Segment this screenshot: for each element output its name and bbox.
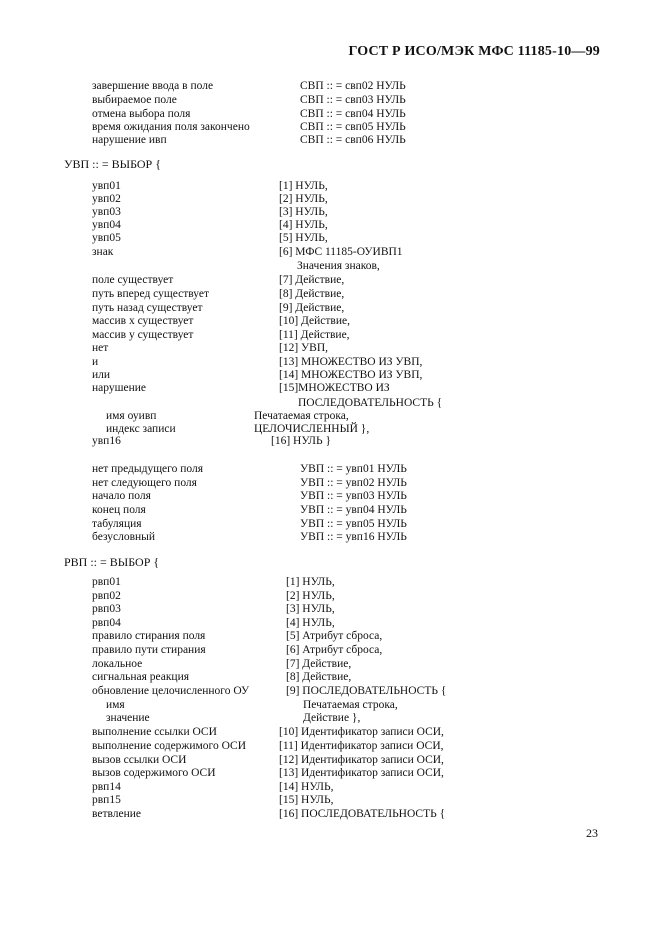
rvp-line-def: [12] Идентификатор записи ОСИ, xyxy=(279,754,444,766)
uvp-line xyxy=(0,259,661,273)
rvp-line-def: [16] ПОСЛЕДОВАТЕЛЬНОСТЬ { xyxy=(279,808,446,820)
uvp-line xyxy=(0,218,661,232)
rvp-line-term: сигнальная реакция xyxy=(92,671,190,683)
uvp-line-def: [11] Действие, xyxy=(279,329,350,341)
uvp-value-line xyxy=(0,503,661,517)
rvp-line-term: правило пути стирания xyxy=(92,644,206,656)
svp-line xyxy=(0,107,661,121)
uvp-value-line-term: безусловный xyxy=(92,531,156,543)
uvp-line-term: массив у существует xyxy=(92,329,194,341)
uvp-line-term: увп01 xyxy=(92,180,121,192)
rvp-line-term: рвп04 xyxy=(92,617,121,629)
uvp-line-term: увп05 xyxy=(92,232,121,244)
document-header: ГОСТ Р ИСО/МЭК МФС 11185-10—99 xyxy=(348,44,600,59)
rvp-line-def: [1] НУЛЬ, xyxy=(286,576,335,588)
uvp-line xyxy=(0,314,661,328)
svp-line-term: время ожидания поля закончено xyxy=(92,121,250,133)
rvp-line-term: рвп01 xyxy=(92,576,121,588)
uvp-value-line-term: нет предыдущего поля xyxy=(92,463,203,475)
uvp-line xyxy=(0,273,661,287)
rvp-line-term: рвп15 xyxy=(92,794,121,806)
uvp-line-def: [4] НУЛЬ, xyxy=(279,219,328,231)
uvp-line-term: индекс записи xyxy=(106,423,176,435)
rvp-line-def: Печатаемая строка, xyxy=(303,699,398,711)
uvp-line-def: Значения знаков, xyxy=(297,260,380,272)
svp-line xyxy=(0,120,661,134)
rvp-line xyxy=(0,602,661,616)
rvp-line-def: Действие }, xyxy=(303,712,361,724)
rvp-line xyxy=(0,711,661,725)
uvp-value-line-def: УВП :: = увп03 НУЛЬ xyxy=(300,490,407,502)
uvp-line-def: [9] Действие, xyxy=(279,302,345,314)
svp-line-def: СВП :: = свп03 НУЛЬ xyxy=(300,94,406,106)
uvp-line xyxy=(0,205,661,219)
rvp-line-def: [8] Действие, xyxy=(286,671,352,683)
rvp-heading-text: РВП :: = ВЫБОР { xyxy=(64,555,160,569)
uvp-line-term: и xyxy=(92,356,99,368)
uvp-value-line-def: УВП :: = увп04 НУЛЬ xyxy=(300,504,407,516)
rvp-line xyxy=(0,793,661,807)
svp-line-term: отмена выбора поля xyxy=(92,108,191,120)
uvp-line-term: увп02 xyxy=(92,193,121,205)
uvp-line-term: увп03 xyxy=(92,206,121,218)
svp-line xyxy=(0,133,661,147)
uvp-line-def: [6] МФС 11185-ОУИВП1 xyxy=(279,246,403,258)
rvp-line xyxy=(0,753,661,767)
uvp-line-def: [10] Действие, xyxy=(279,315,350,327)
rvp-line-term: обновление целочисленного ОУ xyxy=(92,685,250,697)
uvp-line-def: [16] НУЛЬ } xyxy=(271,435,331,447)
uvp-heading-text: УВП :: = ВЫБОР { xyxy=(64,157,161,171)
uvp-line-def: [5] НУЛЬ, xyxy=(279,232,328,244)
uvp-line-def: [3] НУЛЬ, xyxy=(279,206,328,218)
svp-line-def: СВП :: = свп04 НУЛЬ xyxy=(300,108,406,120)
uvp-line-def: [2] НУЛЬ, xyxy=(279,193,328,205)
uvp-line-term: путь вперед существует xyxy=(92,288,210,300)
rvp-line xyxy=(0,698,661,712)
rvp-line xyxy=(0,780,661,794)
rvp-line-term: выполнение содержимого ОСИ xyxy=(92,740,247,752)
uvp-value-line-def: УВП :: = увп01 НУЛЬ xyxy=(300,463,407,475)
uvp-line-def: Печатаемая строка, xyxy=(254,410,349,422)
svp-line-def: СВП :: = свп06 НУЛЬ xyxy=(300,134,406,146)
uvp-value-line xyxy=(0,462,661,476)
rvp-line-def: [10] Идентификатор записи ОСИ, xyxy=(279,726,444,738)
uvp-line-term: нет xyxy=(92,342,109,354)
rvp-line-def: [2] НУЛЬ, xyxy=(286,590,335,602)
svp-line-term: нарушение ивп xyxy=(92,134,167,146)
uvp-line xyxy=(0,409,661,423)
rvp-line-def: [9] ПОСЛЕДОВАТЕЛЬНОСТЬ { xyxy=(286,685,447,697)
rvp-line xyxy=(0,616,661,630)
uvp-line xyxy=(0,434,661,448)
rvp-line-def: [15] НУЛЬ, xyxy=(279,794,334,806)
uvp-line xyxy=(0,192,661,206)
uvp-value-line-term: табуляция xyxy=(92,518,142,530)
uvp-value-line xyxy=(0,517,661,531)
rvp-line xyxy=(0,575,661,589)
rvp-line xyxy=(0,670,661,684)
rvp-line-term: выполнение ссылки ОСИ xyxy=(92,726,217,738)
rvp-line xyxy=(0,807,661,821)
uvp-line-def: [1] НУЛЬ, xyxy=(279,180,328,192)
uvp-line-def: [14] МНОЖЕСТВО ИЗ УВП, xyxy=(279,369,423,381)
rvp-line xyxy=(0,629,661,643)
uvp-line xyxy=(0,245,661,259)
rvp-line-term: рвп14 xyxy=(92,781,121,793)
uvp-line xyxy=(0,231,661,245)
uvp-line xyxy=(0,179,661,193)
svp-line xyxy=(0,79,661,93)
rvp-line xyxy=(0,643,661,657)
uvp-line xyxy=(0,287,661,301)
uvp-line-def: [8] Действие, xyxy=(279,288,345,300)
rvp-line-def: [7] Действие, xyxy=(286,658,352,670)
rvp-line-def: [14] НУЛЬ, xyxy=(279,781,334,793)
rvp-line-def: [6] Атрибут сброса, xyxy=(286,644,383,656)
uvp-value-line-def: УВП :: = увп05 НУЛЬ xyxy=(300,518,407,530)
uvp-line xyxy=(0,301,661,315)
uvp-line-def: ЦЕЛОЧИСЛЕННЫЙ }, xyxy=(254,423,370,435)
uvp-value-line-def: УВП :: = увп16 НУЛЬ xyxy=(300,531,407,543)
rvp-line-term: правило стирания поля xyxy=(92,630,206,642)
rvp-line-def: [11] Идентификатор записи ОСИ, xyxy=(279,740,444,752)
svp-line-def: СВП :: = свп05 НУЛЬ xyxy=(300,121,406,133)
rvp-line-term: рвп03 xyxy=(92,603,121,615)
uvp-value-line-term: конец поля xyxy=(92,504,146,516)
uvp-line-term: увп04 xyxy=(92,219,121,231)
uvp-line xyxy=(0,341,661,355)
svp-line-term: завершение ввода в поле xyxy=(92,80,214,92)
rvp-line-term: ветвление xyxy=(92,808,142,820)
svp-line-def: СВП :: = свп02 НУЛЬ xyxy=(300,80,406,92)
uvp-line-term: путь назад существует xyxy=(92,302,203,314)
uvp-line xyxy=(0,381,661,395)
uvp-line-def: [13] МНОЖЕСТВО ИЗ УВП, xyxy=(279,356,423,368)
rvp-line xyxy=(0,657,661,671)
svp-line xyxy=(0,93,661,107)
rvp-line-def: [3] НУЛЬ, xyxy=(286,603,335,615)
uvp-value-line-def: УВП :: = увп02 НУЛЬ xyxy=(300,477,407,489)
rvp-line-term: имя xyxy=(106,699,125,711)
uvp-value-line xyxy=(0,489,661,503)
uvp-value-line xyxy=(0,530,661,544)
uvp-value-line-term: нет следующего поля xyxy=(92,477,197,489)
uvp-line-def: [7] Действие, xyxy=(279,274,345,286)
uvp-line xyxy=(0,355,661,369)
uvp-line-def: ПОСЛЕДОВАТЕЛЬНОСТЬ { xyxy=(298,397,443,409)
rvp-line xyxy=(0,684,661,698)
rvp-line-term: вызов содержимого ОСИ xyxy=(92,767,216,779)
uvp-line-term: нарушение xyxy=(92,382,146,394)
uvp-heading xyxy=(0,157,661,171)
uvp-value-line xyxy=(0,476,661,490)
uvp-line-term: массив х существует xyxy=(92,315,194,327)
uvp-line-def: [12] УВП, xyxy=(279,342,329,354)
rvp-line xyxy=(0,766,661,780)
rvp-line-term: локальное xyxy=(92,658,143,670)
uvp-line xyxy=(0,396,661,410)
rvp-line-def: [4] НУЛЬ, xyxy=(286,617,335,629)
uvp-line-term: или xyxy=(92,369,111,381)
rvp-line-term: значение xyxy=(106,712,150,724)
uvp-value-line-term: начало поля xyxy=(92,490,151,502)
uvp-line-term: знак xyxy=(92,246,114,258)
svp-line-term: выбираемое поле xyxy=(92,94,177,106)
rvp-line-def: [5] Атрибут сброса, xyxy=(286,630,383,642)
rvp-line xyxy=(0,739,661,753)
uvp-line xyxy=(0,368,661,382)
uvp-line-term: увп16 xyxy=(92,435,121,447)
uvp-line-term: поле существует xyxy=(92,274,174,286)
rvp-line xyxy=(0,589,661,603)
rvp-line-term: рвп02 xyxy=(92,590,121,602)
rvp-line-term: вызов ссылки ОСИ xyxy=(92,754,187,766)
uvp-line xyxy=(0,328,661,342)
rvp-heading xyxy=(0,555,661,569)
rvp-line xyxy=(0,725,661,739)
page-number: 23 xyxy=(586,826,598,840)
uvp-line-def: [15]МНОЖЕСТВО ИЗ xyxy=(279,382,390,394)
uvp-line-term: имя оуивп xyxy=(106,410,157,422)
rvp-line-def: [13] Идентификатор записи ОСИ, xyxy=(279,767,444,779)
